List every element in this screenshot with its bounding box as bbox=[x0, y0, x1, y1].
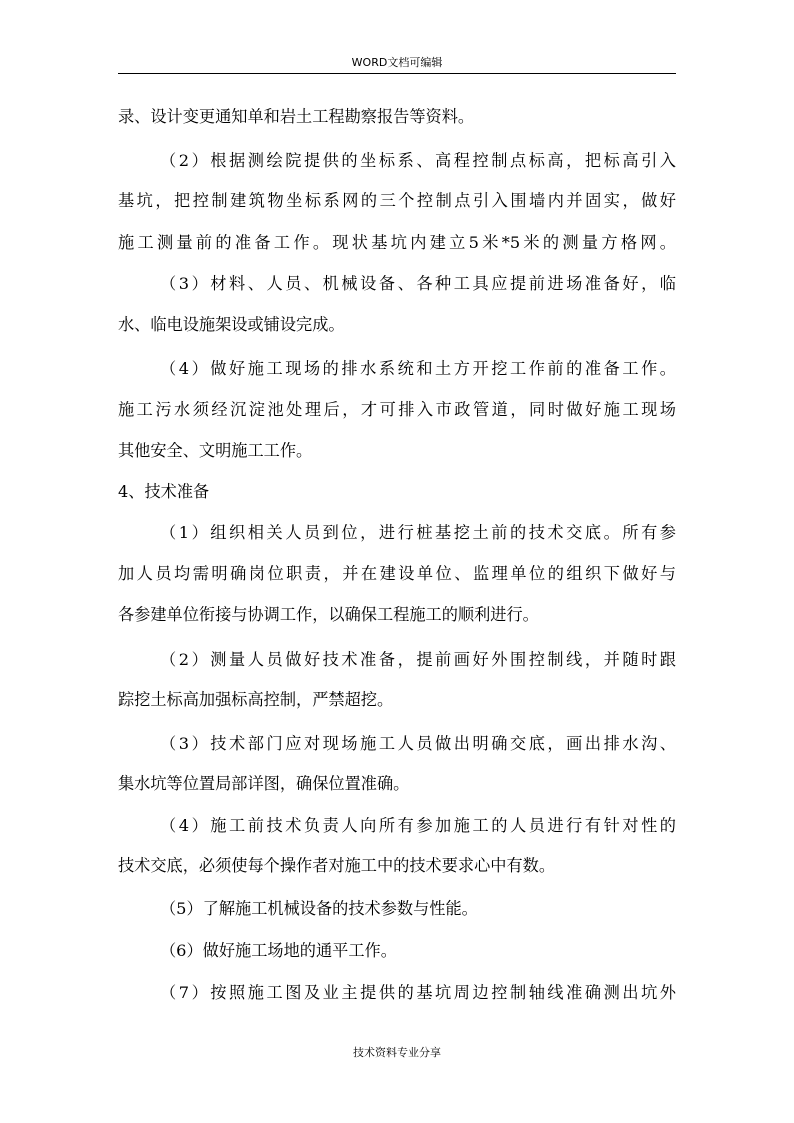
text-line: （5）了解施工机械设备的技术参数与性能。 bbox=[160, 899, 478, 918]
text-line: 基坑，把控制建筑物坐标系网的三个控制点引入围墙内并固实，做好 bbox=[118, 191, 676, 210]
text-line: （7）按照施工图及业主提供的基坑周边控制轴线准确测出坑外 bbox=[160, 983, 676, 1002]
text-line: （2）测量人员做好技术准备，提前画好外围控制线，并随时跟 bbox=[160, 650, 676, 669]
section-heading: 4、技术准备 bbox=[118, 482, 210, 501]
text-line: （3）材料、人员、机械设备、各种工具应提前进场准备好，临 bbox=[160, 274, 676, 293]
text-line: 水、临电设施架设或铺设完成。 bbox=[118, 315, 345, 334]
text-line: （4）做好施工现场的排水系统和土方开挖工作前的准备工作。 bbox=[160, 359, 676, 378]
text-line: 各参建单位衔接与协调工作，以确保工程施工的顺利进行。 bbox=[118, 605, 539, 624]
text-line: 技术交底，必须使每个操作者对施工中的技术要求心中有数。 bbox=[118, 856, 556, 875]
text-line: 集水坑等位置局部详图，确保位置准确。 bbox=[118, 774, 410, 793]
text-line: 施工污水须经沉淀池处理后，才可排入市政管道，同时做好施工现场 bbox=[118, 400, 676, 419]
text-line: 其他安全、文明施工工作。 bbox=[118, 441, 313, 460]
page-footer: 技术资料专业分享 bbox=[353, 1046, 441, 1059]
text-line: （2）根据测绘院提供的坐标系、高程控制点标高，把标高引入 bbox=[160, 151, 676, 170]
text-line: 踪挖土标高加强标高控制，严禁超挖。 bbox=[118, 690, 394, 709]
text-line: （3）技术部门应对现场施工人员做出明确交底，画出排水沟、 bbox=[160, 734, 676, 753]
text-line: 录、设计变更通知单和岩土工程勘察报告等资料。 bbox=[118, 107, 475, 126]
text-line: （1）组织相关人员到位，进行桩基挖土前的技术交底。所有参 bbox=[160, 523, 676, 542]
text-line: 施工测量前的准备工作。现状基坑内建立5米*5米的测量方格网。 bbox=[118, 233, 676, 252]
header-divider bbox=[118, 73, 676, 74]
text-line: （6）做好施工场地的通平工作。 bbox=[160, 941, 397, 960]
page-header: WORD文档可编辑 bbox=[351, 56, 443, 69]
text-line: （4）施工前技术负责人向所有参加施工的人员进行有针对性的 bbox=[160, 816, 676, 835]
text-line: 加人员均需明确岗位职责，并在建设单位、监理单位的组织下做好与 bbox=[118, 564, 676, 583]
